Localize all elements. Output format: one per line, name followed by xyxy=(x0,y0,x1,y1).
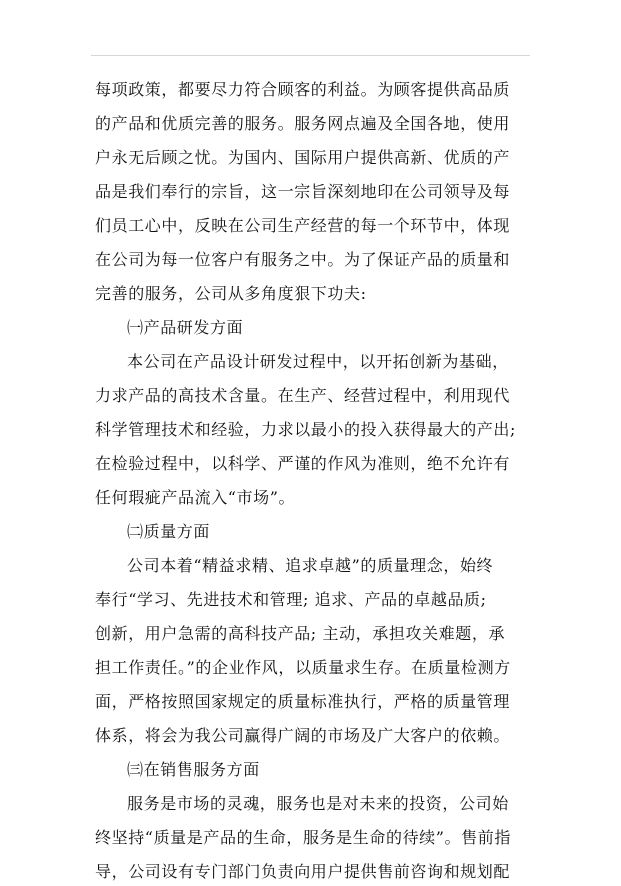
paragraph-line: 终坚持“质量是产品的生命，服务是生命的待续”。售前指 xyxy=(95,828,511,847)
paragraph-line: 每项政策，都要尽力符合顾客的利益。为顾客提供高品质 xyxy=(95,80,511,99)
paragraph-line: 完善的服务，公司从多角度狠下功夫: xyxy=(95,284,367,303)
section-heading-sales-service: ㈢在销售服务方面 xyxy=(127,760,260,779)
paragraph-line: 奉行“学习、先进技术和管理; 追求、产品的卓越品质; xyxy=(95,590,487,609)
paragraph-line: 的产品和优质完善的服务。服务网点遍及全国各地，使用 xyxy=(95,114,511,133)
paragraph-line: 科学管理技术和经验，力求以最小的投入获得最大的产出; xyxy=(95,420,516,439)
paragraph-line: 公司本着“精益求精、追求卓越”的质量理念，始终 xyxy=(127,556,494,575)
paragraph-line: 们员工心中，反映在公司生产经营的每一个环节中，体现 xyxy=(95,216,511,235)
paragraph-line: 品是我们奉行的宗旨，这一宗旨深刻地印在公司领导及每 xyxy=(95,182,511,201)
paragraph-line: 服务是市场的灵魂，服务也是对未来的投资，公司始 xyxy=(127,794,509,813)
header-divider xyxy=(91,55,530,56)
paragraph-line: 户永无后顾之忧。为国内、国际用户提供高新、优质的产 xyxy=(95,148,511,167)
paragraph-line: 创新，用户急需的高科技产品; 主动，承担攻关难题，承 xyxy=(95,624,506,643)
paragraph-line: 任何瑕疵产品流入“市场”。 xyxy=(95,488,296,507)
paragraph-line: 在检验过程中，以科学、严谨的作风为准则，绝不允许有 xyxy=(95,454,511,473)
paragraph-line: 力求产品的高技术含量。在生产、经营过程中，利用现代 xyxy=(95,386,511,405)
paragraph-line: 在公司为每一位客户有服务之中。为了保证产品的质量和 xyxy=(95,250,511,269)
paragraph-line: 体系，将会为我公司赢得广阔的市场及广大客户的依赖。 xyxy=(95,726,511,745)
section-heading-product-rd: ㈠产品研发方面 xyxy=(127,318,244,337)
paragraph-line: 本公司在产品设计研发过程中，以开拓创新为基础， xyxy=(127,352,509,371)
paragraph-line: 导，公司设有专门部门负责向用户提供售前咨询和规划配 xyxy=(95,862,511,881)
paragraph-line: 面，严格按照国家规定的质量标准执行，严格的质量管理 xyxy=(95,692,511,711)
section-heading-quality: ㈡质量方面 xyxy=(127,522,211,541)
paragraph-line: 担工作责任。”的企业作风，以质量求生存。在质量检测方 xyxy=(95,658,511,677)
